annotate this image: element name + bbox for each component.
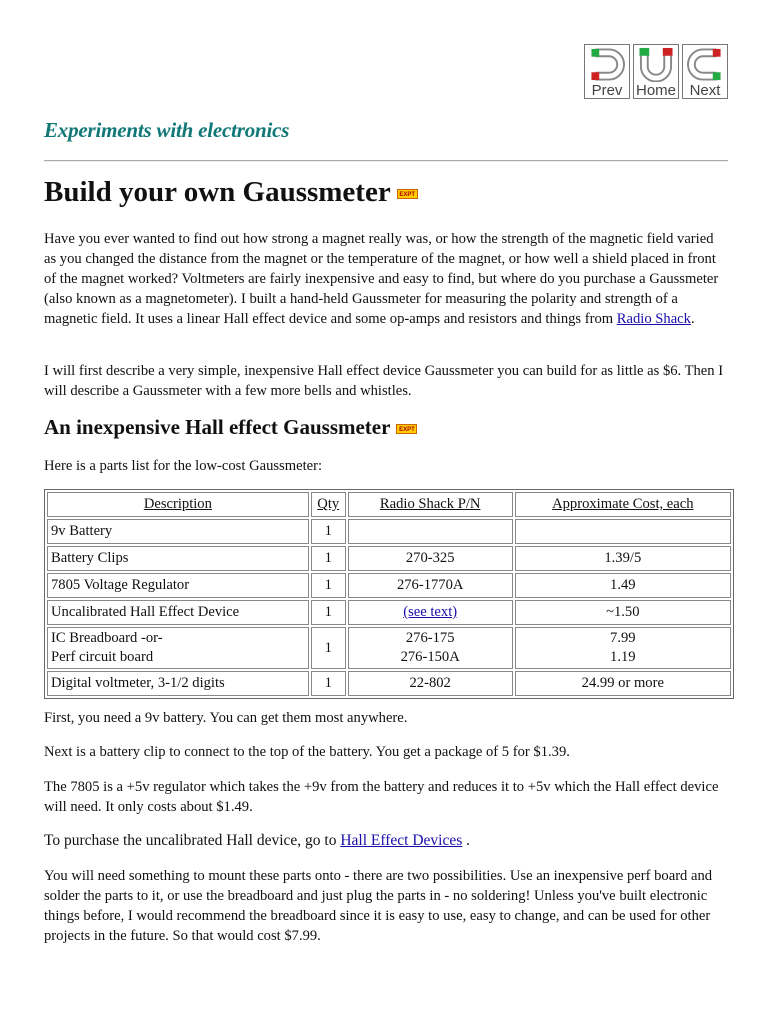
parts-table xyxy=(44,489,734,699)
cell-description: Battery Clips xyxy=(47,546,309,571)
header-divider xyxy=(44,160,728,162)
cell-cost: 24.99 or more xyxy=(515,671,731,696)
nav-bar xyxy=(584,44,728,99)
next-button[interactable] xyxy=(682,44,728,99)
header-part-number: Radio Shack P/N xyxy=(348,492,513,517)
cell-description: 9v Battery xyxy=(47,519,309,544)
intro-paragraph xyxy=(44,229,728,329)
section-expt-badge: EXPT xyxy=(396,424,417,434)
cell-part-number xyxy=(348,600,513,625)
next-label: Next xyxy=(689,82,721,99)
cell-qty: 1 xyxy=(311,546,346,571)
cell-part-number: 270-325 xyxy=(348,546,513,571)
cell-cost: 1.39/5 xyxy=(515,546,731,571)
site-tagline: Experiments with electronics xyxy=(44,118,290,142)
hall-effect-devices-link[interactable]: Hall Effect Devices xyxy=(340,832,463,849)
see-text-link[interactable]: (see text) xyxy=(403,604,458,620)
cell-part-number xyxy=(348,627,513,669)
cell-description: Uncalibrated Hall Effect Device xyxy=(47,600,309,625)
cell-part-number: 276-1770A xyxy=(348,573,513,598)
purchase-text: To purchase the uncalibrated Hall device, go to xyxy=(44,832,337,849)
cell-qty: 1 xyxy=(311,573,346,598)
prev-button[interactable] xyxy=(584,44,630,99)
clip-paragraph: Next is a battery clip to connect to the top of the battery. You get a package of 5 for $1.39. xyxy=(44,744,570,760)
battery-paragraph: First, you need a 9v battery. You can get them most anywhere. xyxy=(44,710,408,726)
expt-badge: EXPT xyxy=(397,189,418,199)
parts-intro: Here is a parts list for the low-cost Gaussmeter: xyxy=(44,458,323,474)
cell-part-number: 22-802 xyxy=(348,671,513,696)
table-header-row xyxy=(47,492,731,517)
cell-cost: 1.49 xyxy=(515,573,731,598)
cell-qty: 1 xyxy=(311,519,346,544)
next-magnet-icon xyxy=(685,47,725,82)
regulator-paragraph: The 7805 is a +5v regulator which takes the +9v from the battery and reduces it to +5v which the Hall effect device will need. It only costs about $1.49. xyxy=(44,779,719,815)
header-qty: Qty xyxy=(311,492,346,517)
cell-qty: 1 xyxy=(311,600,346,625)
pn-line-1: 276-175 xyxy=(405,630,455,646)
prev-label: Prev xyxy=(591,82,623,99)
home-magnet-icon xyxy=(636,47,676,82)
cell-description xyxy=(47,627,309,669)
header-cost: Approximate Cost, each xyxy=(515,492,731,517)
pn-line-2: 276-150A xyxy=(400,649,460,665)
cell-part-number xyxy=(348,519,513,544)
table-row xyxy=(47,546,731,571)
intro-text: Have you ever wanted to find out how strong a magnet really was, or how the strength of the magnetic field varied as you changed the distance from the magnet or the temperature of the magnet, or how well a shield placed in front of the magnet worked? Voltmeters are fairly inexpensive and easy to find, but where do you purchase a Gaussmeter (also known as a magnetometer). I built a hand-held Gaussmeter for measuring the polarity and strength of a magnetic field. It uses a linear Hall effect device and some op-amps and resistors and things from xyxy=(44,231,719,327)
header-description: Description xyxy=(47,492,309,517)
table-row xyxy=(47,627,731,669)
intro-period: . xyxy=(690,311,695,327)
page-title-text: Build your own Gaussmeter xyxy=(44,176,391,208)
home-button[interactable] xyxy=(633,44,679,99)
cell-qty: 1 xyxy=(311,671,346,696)
overview-paragraph: I will first describe a very simple, inexpensive Hall effect device Gaussmeter you can build for as little as $6. Then I will describe a Gaussmeter with a few more bells and whistles. xyxy=(44,363,724,399)
cost-line-1: 7.99 xyxy=(610,630,636,646)
cell-cost xyxy=(515,519,731,544)
section-heading xyxy=(44,415,417,440)
purchase-end: . xyxy=(462,832,471,849)
cell-qty: 1 xyxy=(311,627,346,669)
desc-line-2: Perf circuit board xyxy=(51,649,154,665)
table-row xyxy=(47,573,731,598)
purchase-paragraph xyxy=(44,831,728,851)
table-row xyxy=(47,600,731,625)
table-row xyxy=(47,519,731,544)
cell-cost xyxy=(515,627,731,669)
section-heading-text: An inexpensive Hall effect Gaussmeter xyxy=(44,415,391,439)
table-row xyxy=(47,671,731,696)
page-title xyxy=(44,176,418,209)
desc-line-1: IC Breadboard -or- xyxy=(51,630,163,646)
prev-magnet-icon xyxy=(587,47,627,82)
home-label: Home xyxy=(635,82,676,99)
cost-line-2: 1.19 xyxy=(610,649,636,665)
mounting-paragraph: You will need something to mount these parts onto - there are two possibilities. Use an inexpensive perf board and solder the parts to it, or use the breadboard and just plug the parts in - no soldering! Unless you've built electronic things before, I would recommend the breadboard since it is easy to use, easy to change, and can be used for other projects in the future. So that would cost $7.99. xyxy=(44,868,713,944)
radio-shack-link[interactable]: Radio Shack xyxy=(616,311,691,327)
cell-description: 7805 Voltage Regulator xyxy=(47,573,309,598)
cell-description: Digital voltmeter, 3-1/2 digits xyxy=(47,671,309,696)
cell-cost: ~1.50 xyxy=(515,600,731,625)
